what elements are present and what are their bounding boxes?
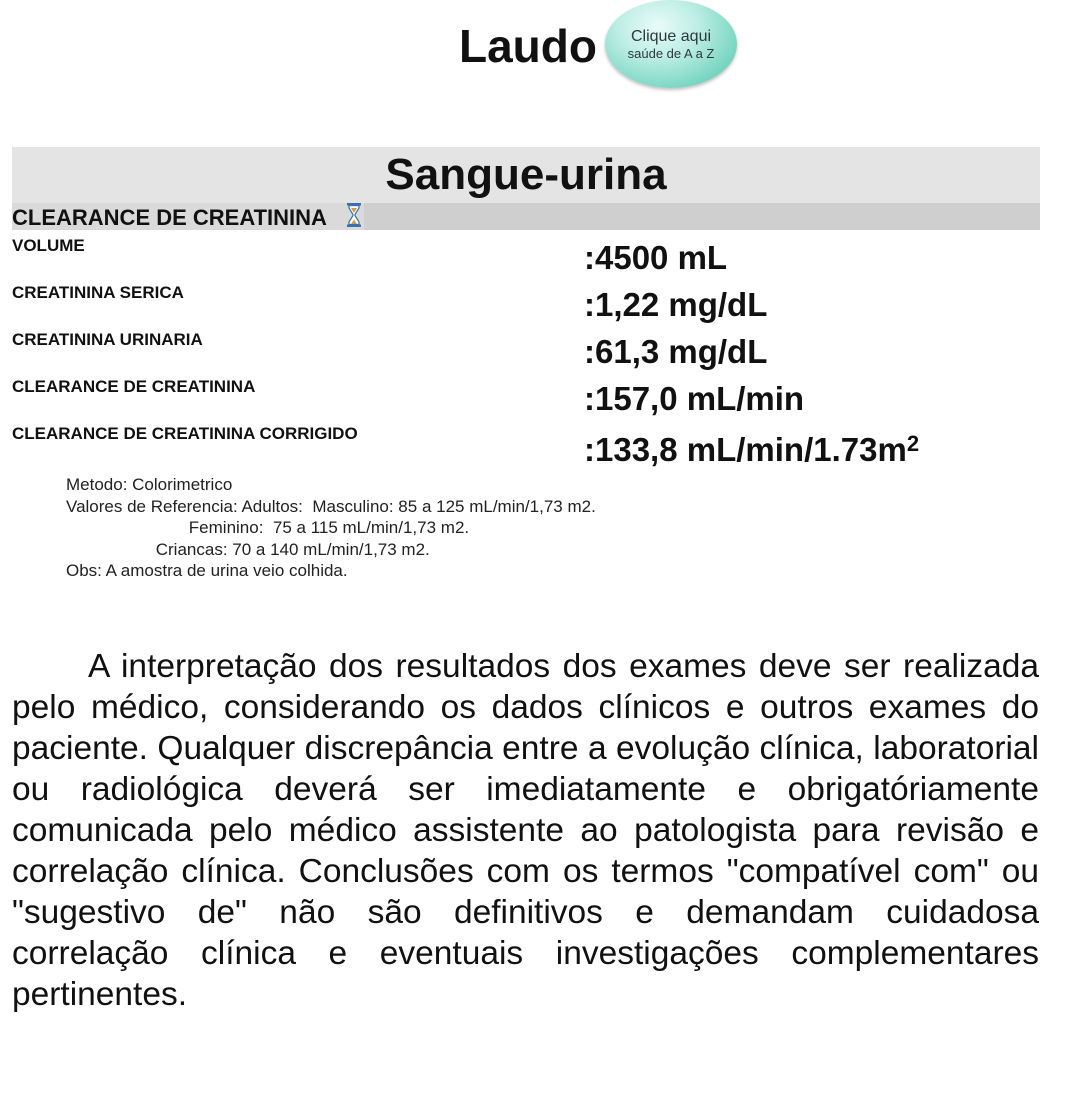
result-label: CREATININA SERICA (12, 283, 184, 302)
result-value-superscript: 2 (906, 431, 920, 456)
disclaimer-paragraph: A interpretação dos resultados dos exames deve ser realizada pelo médico, considerando os dados clínicos e outros exames do paciente. Qualquer discrepância entre a evolução clínica, laboratorial ou radiológica deverá ser imediatamente e obrigatóriamente comunicada pelo médico assistente ao patologista para revisão e correlação clínica. Conclusões com os termos "compatível com" ou "sugestivo de" não são definitivos e demandam cuidadosa correlação clínica e eventuais investigações complementares pertinentes. (12, 648, 1039, 1013)
report-header (0, 0, 1080, 100)
obs-line: Obs: A amostra de urina veio colhida. (66, 561, 348, 580)
section-title: Sangue-urina (385, 150, 667, 199)
reference-line-2: Feminino: 75 a 115 mL/min/1,73 m2. (66, 518, 470, 537)
badge-line-1: Clique aqui (630, 27, 712, 45)
method-notes (66, 474, 596, 582)
az-health-badge-icon[interactable] (605, 0, 737, 88)
badge-line-2: saúde de A a Z (627, 45, 715, 61)
reference-line-3: Criancas: 70 a 140 mL/min/1,73 m2. (66, 539, 430, 559)
exam-title: CLEARANCE DE CREATININA (12, 205, 327, 230)
reference-line-1: Valores de Referencia: Adultos: Masculino: 85 a 125 mL/min/1,73 m2. (66, 496, 596, 516)
result-value: :1,22 mg/dL (584, 286, 768, 323)
hourglass-icon (345, 202, 363, 228)
page-title: Laudo (459, 20, 597, 72)
result-label: VOLUME (12, 236, 85, 255)
result-value (584, 430, 919, 470)
result-value: :4500 mL (584, 239, 728, 276)
result-label: CLEARANCE DE CREATININA CORRIGIDO (12, 424, 358, 443)
result-value: :61,3 mg/dL (584, 333, 768, 370)
result-label: CLEARANCE DE CREATININA (12, 377, 256, 396)
result-label: CREATININA URINARIA (12, 330, 203, 349)
method-line: Metodo: Colorimetrico (66, 475, 233, 494)
result-value-text: :133,8 mL/min/1.73m (584, 431, 907, 468)
result-value: :157,0 mL/min (584, 380, 805, 417)
